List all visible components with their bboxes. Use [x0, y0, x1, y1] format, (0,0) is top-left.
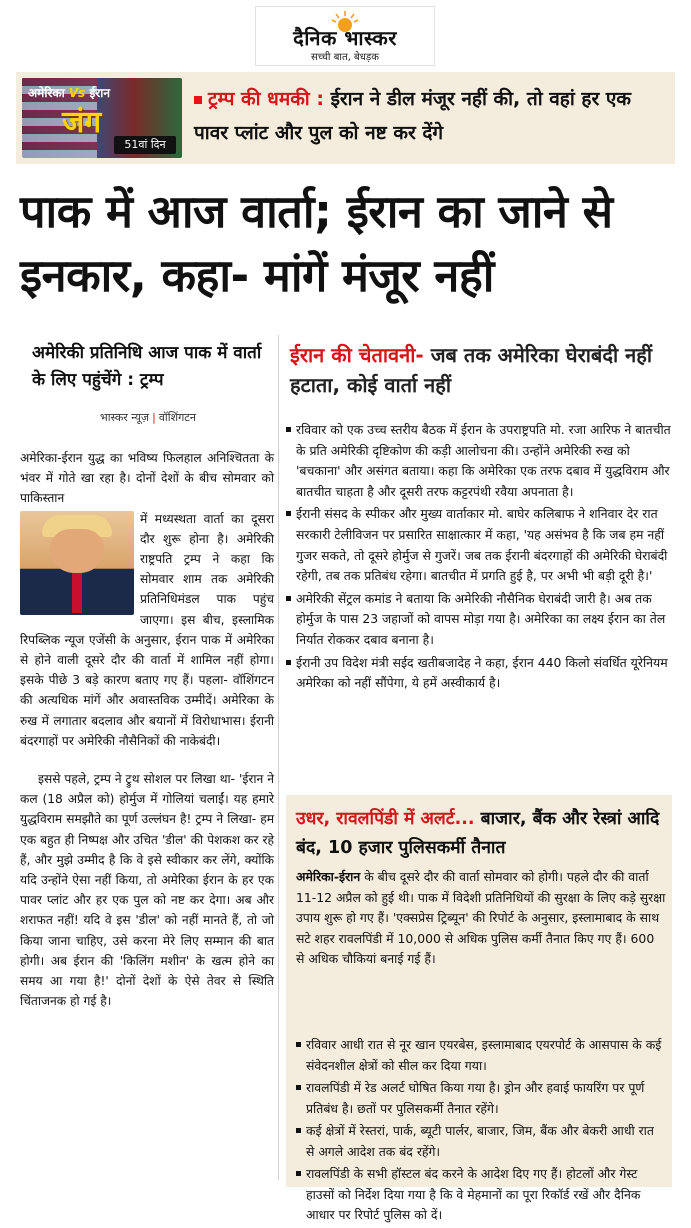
list-item: कई क्षेत्रों में रेस्तरां, पार्क, ब्यूटी पार्लर, बाजार, जिम, बैंक और बेकरी आधी रात से अगले आदेश तक बंद रहेंगे। — [296, 1121, 666, 1162]
left-heading: अमेरिकी प्रतिनिधि आज पाक में वार्ता के लिए पहुंचेंगे : ट्रम्प — [32, 343, 262, 390]
byline-separator: | — [152, 411, 156, 424]
left-para-2: इससे पहले, ट्रम्प ने ट्रुथ सोशल पर लिखा था- 'ईरान ने कल (18 अप्रैल को) होर्मुज में गोलियां चलाईं। यह हमारे युद्धविराम समझौते का पूर्ण उल्लंघन है! ट्रम्प ने लिखा- हम एक बहुत ही निष्पक्ष और उचित 'डील' की पेशकश कर रहे हैं, और मुझे उम्मीद है कि वे इसे स्वीकार कर लेंगे, क्योंकि यदि उन्होंने ऐसा नहीं किया, तो अमेरिका ईरान के हर एक पावर प्लांट और हर एक पुल को नष्ट कर देगा। अब और शराफत नहीं! यदि वे इस 'डील' को नहीं मानते हैं, तो जो किया जाना चाहिए, उसे करना मेरे लिए सम्मान की बात होगी। अब ईरान की 'किलिंग मशीन' के खत्म होने का समय आ गया है!' दोनों देशों के ऐसे तेवर से स्थिति चिंताजनक हो गई है। — [20, 772, 274, 1009]
masthead-logo — [255, 6, 435, 66]
right-heading — [290, 340, 670, 400]
badge-day-count: 51वां दिन — [114, 136, 176, 154]
masthead-tagline: सच्ची बात, बेधड़क — [311, 52, 379, 63]
badge-right: ईरान — [89, 86, 111, 100]
byline-source: भास्कर न्यूज़ — [100, 411, 150, 424]
badge-title — [28, 84, 178, 101]
right-bullet-list — [286, 420, 674, 696]
box-intro — [296, 867, 666, 970]
right-heading-lead: ईरान की चेतावनी- — [290, 343, 424, 367]
rawalpindi-alert-box — [286, 795, 672, 1222]
square-bullet-icon — [194, 96, 202, 104]
box-bullet-list — [296, 1035, 666, 1228]
list-item: रविवार को एक उच्च स्तरीय बैठक में ईरान के उपराष्ट्रपति मो. रजा आरिफ ने बातचीत के प्रति अमेरिकी दृष्टिकोण की कड़ी आलोचना की। उन्होंने अमेरिकी रुख को 'बचकाना' और असंगत बताया। कहा कि अमेरिका एक तरफ दबाव में युद्धविराम और बातचीत चाहता है और दूसरी तरफ कट्टरपंथी रवैया अपनाता है। — [286, 420, 674, 502]
trump-photo — [20, 511, 134, 615]
box-intro-bold: अमेरिका-ईरान — [296, 869, 361, 884]
war-badge — [22, 78, 182, 158]
left-para-1-wrap: में मध्यस्थता वार्ता का दूसरा दौर शुरू होना है। अमेरिकी राष्ट्रपति ट्रम्प ने कहा कि सोमवार शाम तक अमेरिकी प्रतिनिधिमंडल पाक पहुंच जाएगा। इस बीच, इस्लामिक रिपब्लिक न्यूज एजेंसी के अनुसार, ईरान पाक में अमेरिका से होने वाली दूसरे दौर की वार्ता में शामिल नहीं होगा। इसके पीछे 3 बड़े कारण बताए गए हैं। पहला- वॉशिंगटन की अत्यधिक मांगें और अवास्तविक उम्मीदें। अमेरिका के रुख में लगातार बदलाव और बयानों में विरोधाभास। ईरानी बंदरगाहों पर अमेरिकी नौसैनिकों की नाकेबंदी। — [20, 511, 274, 748]
masthead — [0, 0, 691, 72]
byline — [100, 410, 280, 425]
banner-lead: ट्रम्प की धमकी : — [208, 88, 324, 110]
badge-jang: जंग — [62, 105, 102, 140]
box-heading-rest: बाजार, बैंक और रेस्त्रां आदि बंद, 10 हजार पुलिसकर्मी तैनात — [296, 809, 660, 858]
top-banner — [16, 72, 675, 164]
badge-left: अमेरिका — [28, 86, 65, 100]
right-heading-rest: जब तक अमेरिका घेराबंदी नहीं हटाता, कोई वार्ता नहीं — [290, 343, 653, 397]
banner-text: ईरान ने डील मंजूर नहीं की, तो वहां हर एक पावर प्लांट और पुल को नष्ट कर देंगे — [194, 88, 631, 144]
column-divider — [278, 335, 279, 1180]
list-item: अमेरिकी सेंट्रल कमांड ने बताया कि अमेरिकी नौसैनिक घेराबंदी जारी है। अब तक होर्मुज के पास 23 जहाजों को वापस मोड़ा गया है। अमेरिका का लक्ष्य ईरान का तेल निर्यात रोककर दबाव बनाना है। — [286, 589, 674, 651]
main-headline: पाक में आज वार्ता; ईरान का जाने से इनकार, कहा- मांगें मंजूर नहीं — [20, 185, 613, 302]
box-intro-text: के बीच दूसरे दौर की वार्ता सोमवार को होगी। पहले दौर की वार्ता 11-12 अप्रैल को हुई थी। पाक में विदेशी प्रतिनिधियों की सुरक्षा के लिए कड़े सुरक्षा उपाय शुरू हो गए हैं। 'एक्सप्रेस ट्रिब्यून' की रिपोर्ट के अनुसार, इस्लामाबाद के साथ सटे शहर रावलपिंडी में 10,000 से अधिक पुलिस कर्मी तैनात किए गए हैं। 600 से अधिक चौकियां बनाई गई हैं। — [296, 869, 666, 966]
box-heading-lead: उधर, रावलपिंडी में अलर्ट... — [296, 809, 475, 829]
list-item: रावलपिंडी में रेड अलर्ट घोषित किया गया है। ड्रोन और हवाई फायरिंग पर पूर्ण प्रतिबंध है। छतों पर पुलिसकर्मी तैनात रहेंगे। — [296, 1078, 666, 1119]
left-para-1-top: अमेरिका-ईरान युद्ध का भविष्य फिलहाल अनिश्चितता के भंवर में गोते खा रहा है। दोनों देशों के बीच सोमवार को पाकिस्तान — [20, 451, 274, 506]
byline-place: वॉशिंगटन — [158, 411, 196, 424]
list-item: ईरानी उप विदेश मंत्री सईद खतीबजादेह ने कहा, ईरान 440 किलो संवर्धित यूरेनियम अमेरिका को नहीं सौंपेगा, ये हमें अस्वीकार्य है। — [286, 653, 674, 694]
list-item: रविवार आधी रात से नूर खान एयरबेस, इस्लामाबाद एयरपोर्ट के आसपास के कई संवेदनशील क्षेत्रों को सील कर दिया गया। — [296, 1035, 666, 1076]
list-item: ईरानी संसद के स्पीकर और मुख्य वार्ताकार मो. बाघेर कलिबाफ ने शनिवार देर रात सरकारी टेलीविजन पर प्रसारित साक्षात्कार में कहा, 'यह असंभव है कि जब हम नहीं गुजर सकते, तो दूसरे होर्मुज से गुजरें। जब तक ईरानी बंदरगाहों की अमेरिकी घेराबंदी रहेगी, तब तक प्रतिबंध रहेगा। बातचीत में प्रगति हुई है, पर अभी भी बड़ी दूरी है।' — [286, 504, 674, 586]
sun-icon — [332, 11, 358, 25]
badge-vs: Vs — [68, 86, 86, 100]
list-item: रावलपिंडी के सभी हॉस्टल बंद करने के आदेश दिए गए हैं। होटलों और गेस्ट हाउसों को निर्देश दिया गया है कि वे मेहमानों का पूरा रिकॉर्ड रखें और दैनिक आधार पर रिपोर्ट पुलिस को दें। — [296, 1164, 666, 1226]
banner-headline — [194, 82, 670, 150]
masthead-title: दैनिक भास्कर — [293, 26, 397, 50]
left-article-body — [20, 448, 274, 1011]
box-heading — [296, 805, 666, 863]
